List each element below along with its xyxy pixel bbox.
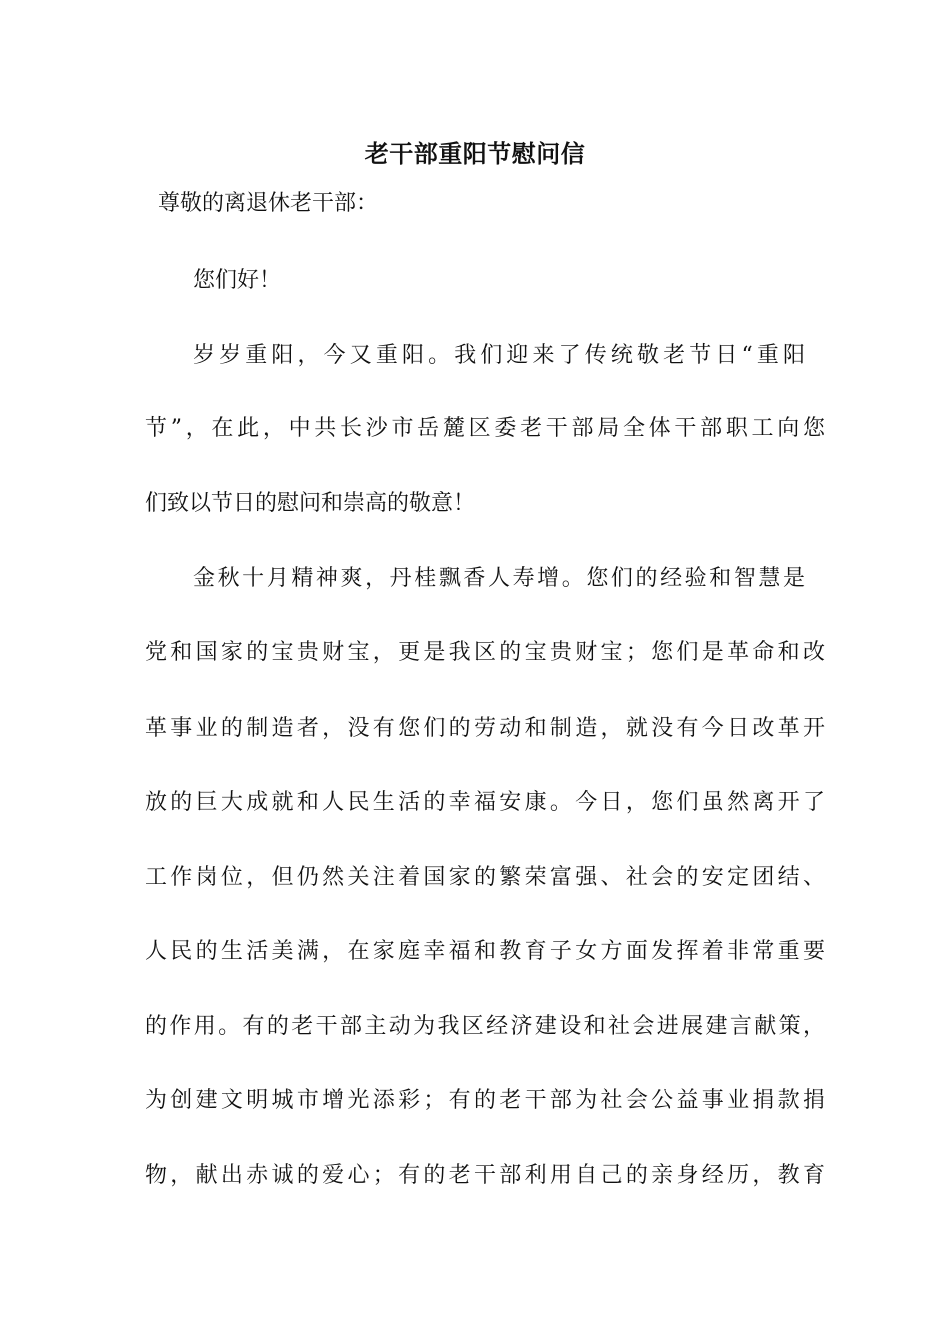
paragraph-line: 的作用。有的老干部主动为我区经济建设和社会进展建言献策，	[145, 1014, 825, 1039]
salutation: 尊敬的离退休老干部：	[158, 191, 379, 216]
paragraph-line: 为创建文明城市增光添彩；有的老干部为社会公益事业捐款捐	[145, 1088, 825, 1113]
paragraph-line: 党和国家的宝贵财宝，更是我区的宝贵财宝；您们是革命和改	[145, 640, 825, 665]
paragraph-line: 们致以节日的慰问和崇高的敬意！	[145, 491, 476, 516]
paragraph-line: 工作岗位，但仍然关注着国家的繁荣富强、社会的安定团结、	[145, 865, 825, 890]
paragraph-line: 人民的生活美满，在家庭幸福和教育子女方面发挥着非常重要	[145, 939, 825, 964]
paragraph-line: 节”，在此，中共长沙市岳麓区委老干部局全体干部职工向您	[145, 416, 825, 441]
paragraph-line: 放的巨大成就和人民生活的幸福安康。今日，您们虽然离开了	[145, 790, 825, 815]
document-title: 老干部重阳节慰问信	[364, 139, 586, 168]
paragraph-line: 岁岁重阳，今又重阳。我们迎来了传统敬老节日“重阳	[193, 343, 805, 368]
greeting: 您们好！	[193, 268, 282, 293]
paragraph-line: 物，献出赤诚的爱心；有的老干部利用自己的亲身经历，教育	[145, 1163, 825, 1188]
paragraph-line: 革事业的制造者，没有您们的劳动和制造，就没有今日改革开	[145, 716, 825, 741]
paragraph-line: 金秋十月精神爽，丹桂飘香人寿增。您们的经验和智慧是	[193, 566, 805, 591]
